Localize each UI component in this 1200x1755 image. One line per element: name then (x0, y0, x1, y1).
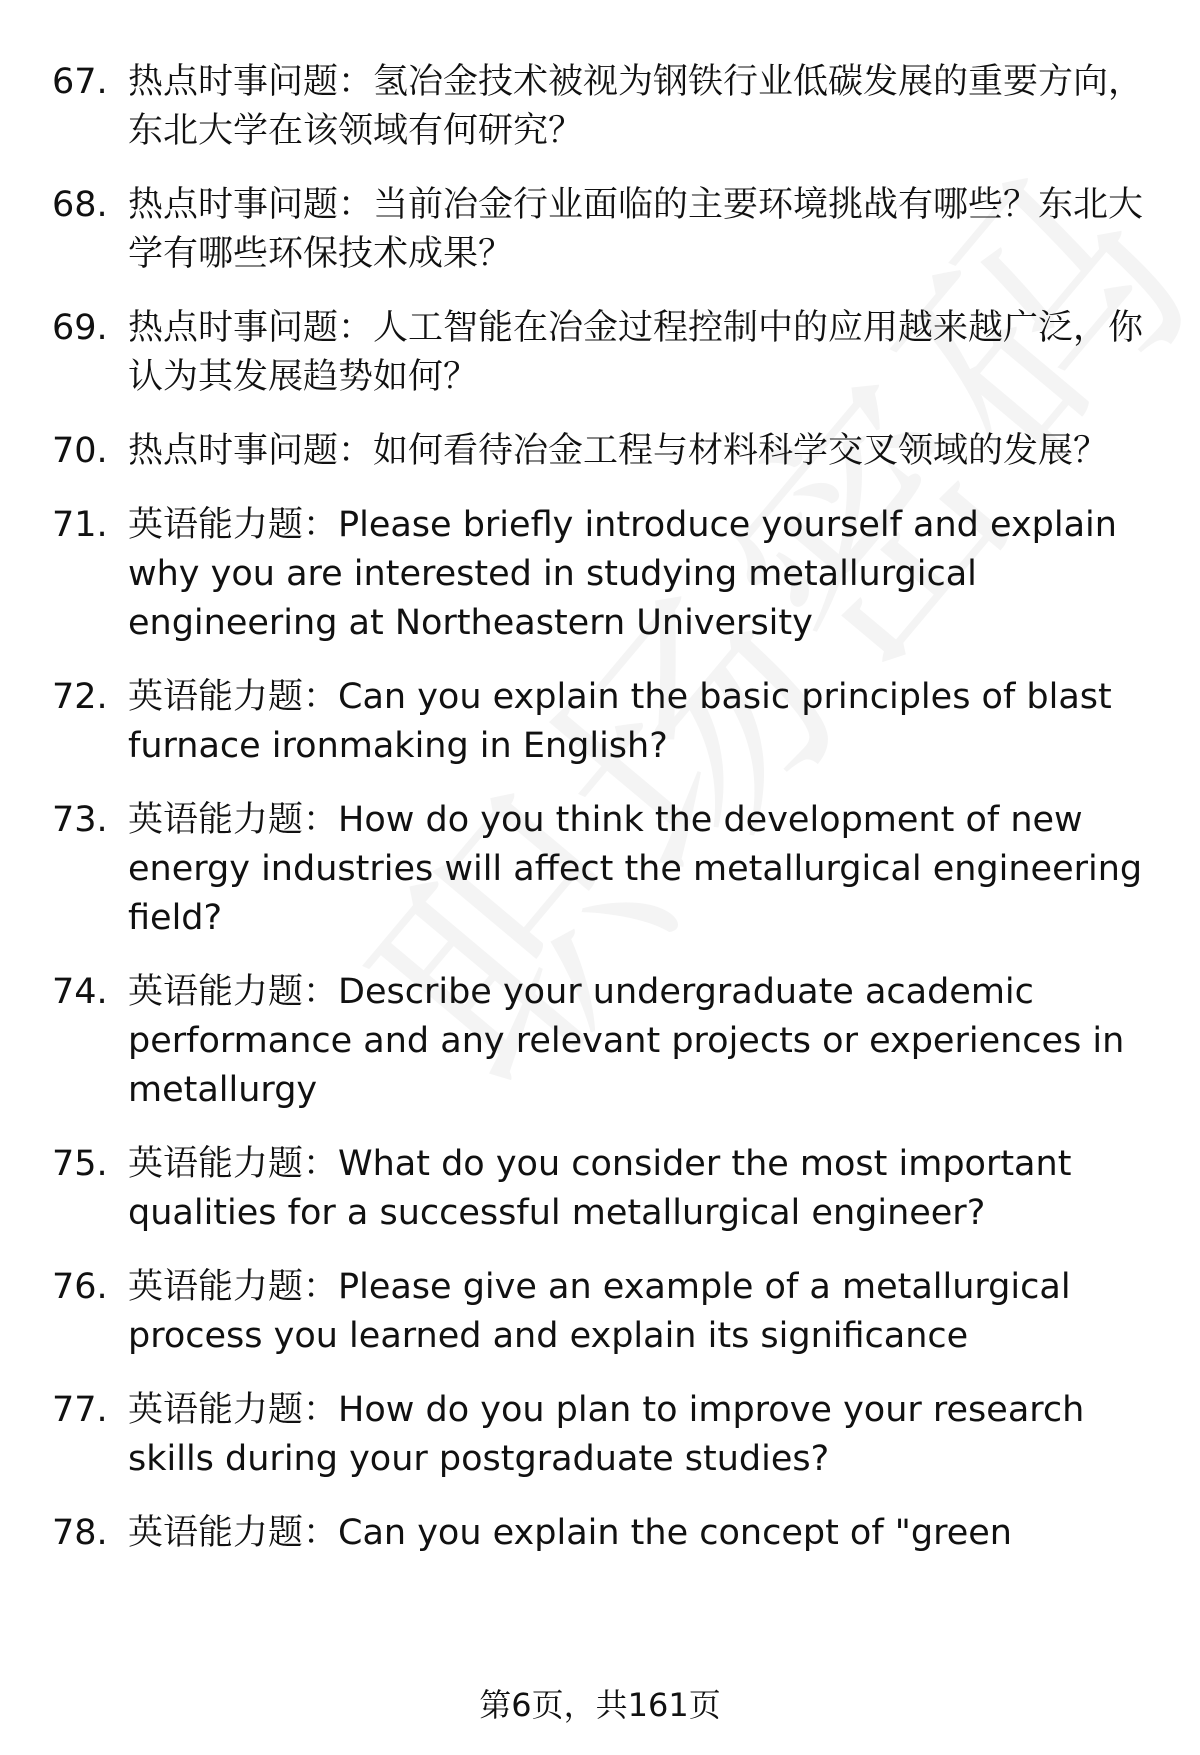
list-item (52, 1509, 1152, 1558)
list-item (52, 501, 1152, 648)
list-item (52, 181, 1152, 279)
item-text: 热点时事问题：氢冶金技术被视为钢铁行业低碳发展的重要方向，东北大学在该领域有何研究？ (128, 62, 1144, 151)
item-number: 75. (52, 1144, 108, 1184)
item-number: 73. (52, 800, 108, 840)
item-text: 热点时事问题：人工智能在冶金过程控制中的应用越来越广泛，你认为其发展趋势如何？ (128, 308, 1144, 397)
list-item (52, 1386, 1152, 1484)
item-number: 69. (52, 308, 108, 348)
list-item (52, 1140, 1152, 1238)
item-text: 英语能力题：Describe your undergraduate academic performance and any relevant projects or experiences in metallurgy (128, 972, 1125, 1110)
item-number: 72. (52, 677, 108, 717)
item-number: 68. (52, 185, 108, 225)
list-item (52, 427, 1152, 476)
page-indicator: 第6页，共161页 (479, 1686, 721, 1724)
question-list (52, 58, 1152, 1583)
item-number: 76. (52, 1267, 108, 1307)
list-item (52, 58, 1152, 156)
item-text: 英语能力题：Can you explain the concept of "green (128, 1513, 1012, 1553)
item-text: 英语能力题：Please briefly introduce yourself and explain why you are interested in studying metallurgical engineering at Northeastern University (128, 505, 1117, 643)
item-text: 英语能力题：Can you explain the basic principles of blast furnace ironmaking in English? (128, 677, 1112, 766)
list-item (52, 1263, 1152, 1361)
item-text: 热点时事问题：当前冶金行业面临的主要环境挑战有哪些？东北大学有哪些环保技术成果？ (128, 185, 1144, 274)
item-text: 英语能力题：Please give an example of a metallurgical process you learned and explain its significance (128, 1267, 1071, 1356)
item-text: 英语能力题：What do you consider the most important qualities for a successful metallurgical engineer? (128, 1144, 1072, 1233)
item-number: 78. (52, 1513, 108, 1553)
list-item (52, 673, 1152, 771)
item-text: 英语能力题：How do you think the development of new energy industries will affect the metallurgical engineering field? (128, 800, 1143, 938)
item-number: 71. (52, 505, 108, 545)
list-item (52, 796, 1152, 943)
item-number: 67. (52, 62, 108, 102)
list-item (52, 968, 1152, 1115)
item-number: 77. (52, 1390, 108, 1430)
list-item (52, 304, 1152, 402)
item-number: 74. (52, 972, 108, 1012)
item-text: 热点时事问题：如何看待冶金工程与材料科学交叉领域的发展？ (128, 431, 1109, 471)
item-number: 70. (52, 431, 108, 471)
item-text: 英语能力题：How do you plan to improve your research skills during your postgraduate studies? (128, 1390, 1085, 1479)
